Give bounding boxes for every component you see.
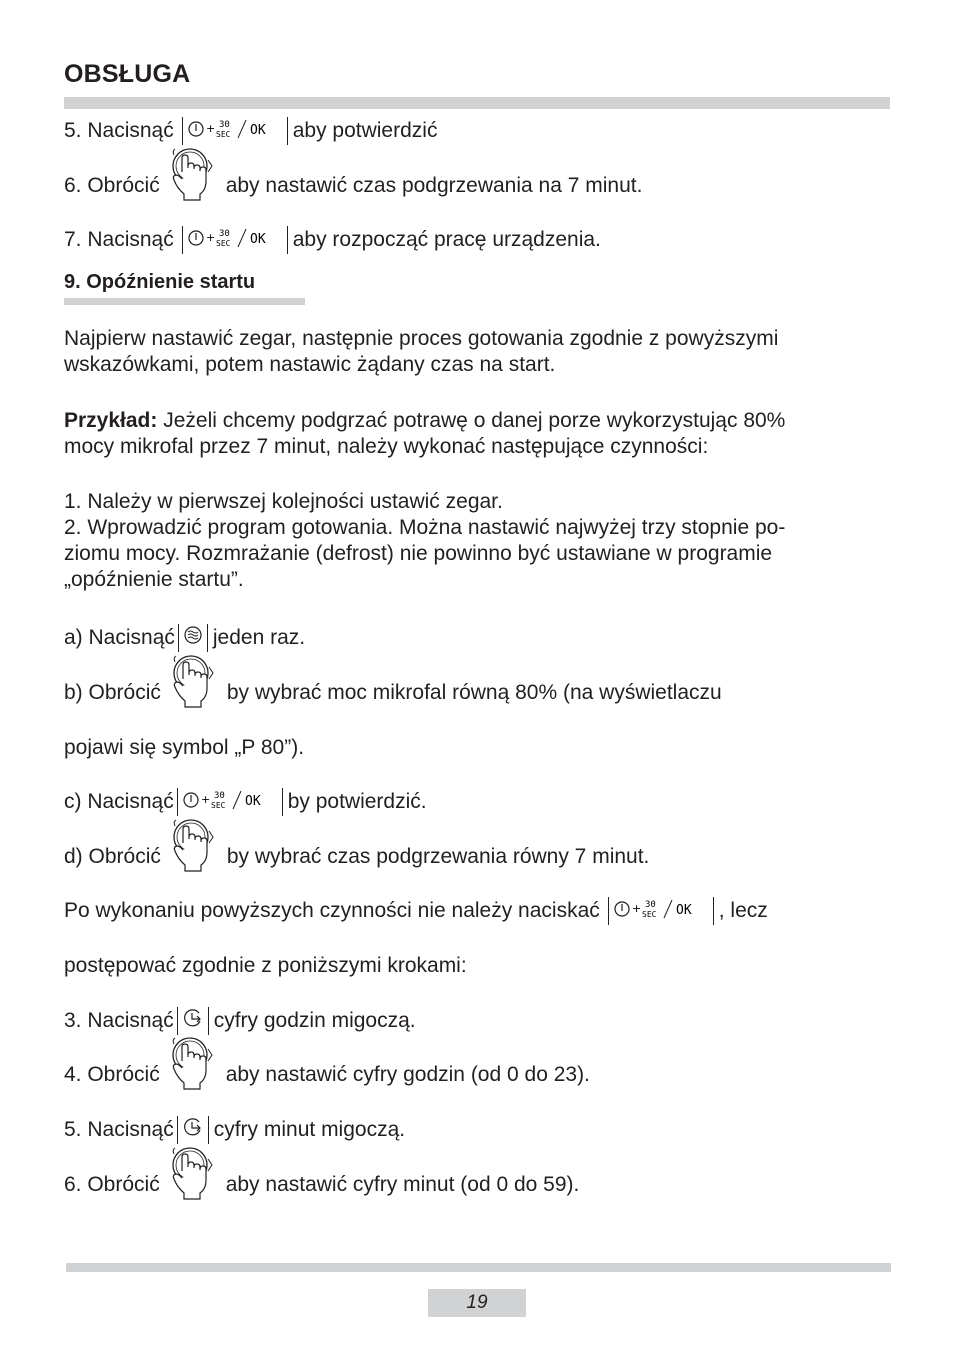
step-label: b) Obrócić <box>64 681 161 704</box>
svg-text:+: + <box>631 902 641 915</box>
section-title: 9. Opóźnienie startu <box>64 271 256 293</box>
header-rule <box>64 97 890 109</box>
intro-line: Najpierw nastawić zegar, następnie proces gotowania zgodnie z powyższymi <box>64 327 779 350</box>
step-label: c) Nacisnąć <box>64 790 174 813</box>
step-label: 5. Nacisnąć <box>64 1118 174 1141</box>
clock-button-icon <box>177 1007 209 1035</box>
list-item: 1. Należy w pierwszej kolejności ustawić zegar. <box>64 490 503 513</box>
section-underline <box>64 298 305 305</box>
svg-text:SEC: SEC <box>210 801 226 810</box>
step-label: 7. Nacisnąć <box>64 228 174 251</box>
list-item: 2. Wprowadzić program gotowania. Można nastawić najwyżej trzy stopnie po- <box>64 516 786 539</box>
svg-text:OK: OK <box>249 232 266 247</box>
svg-text:SEC: SEC <box>641 910 657 919</box>
step-4-bottom <box>64 1060 590 1090</box>
step-text: jeden raz. <box>212 626 306 649</box>
step-label: 4. Obrócić <box>64 1063 160 1086</box>
clock-button-icon <box>177 1116 209 1144</box>
step-text: aby nastawić czas podgrzewania na 7 minut. <box>225 174 643 197</box>
svg-text:OK: OK <box>249 123 266 138</box>
list-item: ziomu mocy. Rozmrażanie (defrost) nie powinno być ustawiane w programie <box>64 542 773 565</box>
step-6-bottom <box>64 1170 579 1200</box>
example-label: Przykład: <box>64 409 158 432</box>
step-text: aby rozpocząć pracę urządzenia. <box>292 228 601 251</box>
step-label: a) Nacisnąć <box>64 626 175 649</box>
knob-hand-icon <box>168 1047 220 1103</box>
intro-paragraph <box>64 326 864 378</box>
svg-text:+: + <box>200 793 210 806</box>
example-paragraph <box>64 408 864 460</box>
after-instruction <box>64 896 768 926</box>
svg-text:30: 30 <box>644 900 656 910</box>
svg-text:30: 30 <box>218 229 230 239</box>
start-30sec-ok-button-icon <box>177 788 283 816</box>
step-text: cyfry godzin migoczą. <box>213 1009 416 1032</box>
step-text: aby nastawić cyfry godzin (od 0 do 23). <box>225 1063 590 1086</box>
start-30sec-ok-button-icon <box>182 117 288 145</box>
svg-text:OK: OK <box>244 794 261 809</box>
svg-text:SEC: SEC <box>215 239 231 248</box>
step-text: aby potwierdzić <box>292 119 438 142</box>
start-30sec-ok-button-icon <box>608 897 714 925</box>
step-text: cyfry minut migoczą. <box>213 1118 406 1141</box>
list-item: „opóźnienie startu”. <box>64 568 244 591</box>
step-text: by potwierdzić. <box>287 790 427 813</box>
svg-text:OK: OK <box>675 903 692 918</box>
footer-rule <box>66 1263 891 1272</box>
page-title: OBSŁUGA <box>64 60 191 88</box>
svg-text:SEC: SEC <box>215 130 231 139</box>
substep-b-continued: pojawi się symbol „P 80”). <box>64 736 305 759</box>
step-6-top <box>64 171 642 201</box>
step-5-bottom <box>64 1115 405 1145</box>
step-label: 6. Obrócić <box>64 174 160 197</box>
svg-text:30: 30 <box>218 120 230 130</box>
step-text: by wybrać moc mikrofal równą 80% (na wyświetlaczu <box>226 681 722 704</box>
svg-text:+: + <box>205 231 215 244</box>
start-30sec-ok-button-icon <box>182 226 288 254</box>
step-label: 6. Obrócić <box>64 1173 160 1196</box>
step-7-top <box>64 225 601 255</box>
example-text-line2: mocy mikrofal przez 7 minut, należy wykonać następujące czynności: <box>64 435 709 458</box>
microwave-power-button-icon <box>178 624 208 652</box>
numbered-list <box>64 489 864 593</box>
step-5-top <box>64 116 437 146</box>
step-text: aby nastawić cyfry minut (od 0 do 59). <box>225 1173 580 1196</box>
knob-hand-icon <box>168 158 220 214</box>
after-text: Po wykonaniu powyższych czynności nie należy naciskać <box>64 899 600 922</box>
step-label: 5. Nacisnąć <box>64 119 174 142</box>
plus-text: + <box>205 122 215 135</box>
after-continued: postępować zgodnie z poniższymi krokami: <box>64 954 467 977</box>
svg-text:30: 30 <box>213 791 225 801</box>
substep-b <box>64 678 722 708</box>
example-text: Jeżeli chcemy podgrzać potrawę o danej porze wykorzystując 80% <box>157 409 786 432</box>
step-3-bottom <box>64 1006 416 1036</box>
knob-hand-icon <box>169 829 221 885</box>
step-text: by wybrać czas podgrzewania równy 7 minut. <box>226 845 650 868</box>
intro-line: wskazówkami, potem nastawic żądany czas na start. <box>64 353 556 376</box>
after-text-end: , lecz <box>718 899 768 922</box>
substep-d <box>64 842 649 872</box>
substep-a <box>64 623 305 653</box>
knob-hand-icon <box>168 1157 220 1213</box>
step-label: d) Obrócić <box>64 845 161 868</box>
page-number: 19 <box>428 1289 526 1317</box>
knob-hand-icon <box>169 665 221 721</box>
substep-c <box>64 787 427 817</box>
step-label: 3. Nacisnąć <box>64 1009 174 1032</box>
